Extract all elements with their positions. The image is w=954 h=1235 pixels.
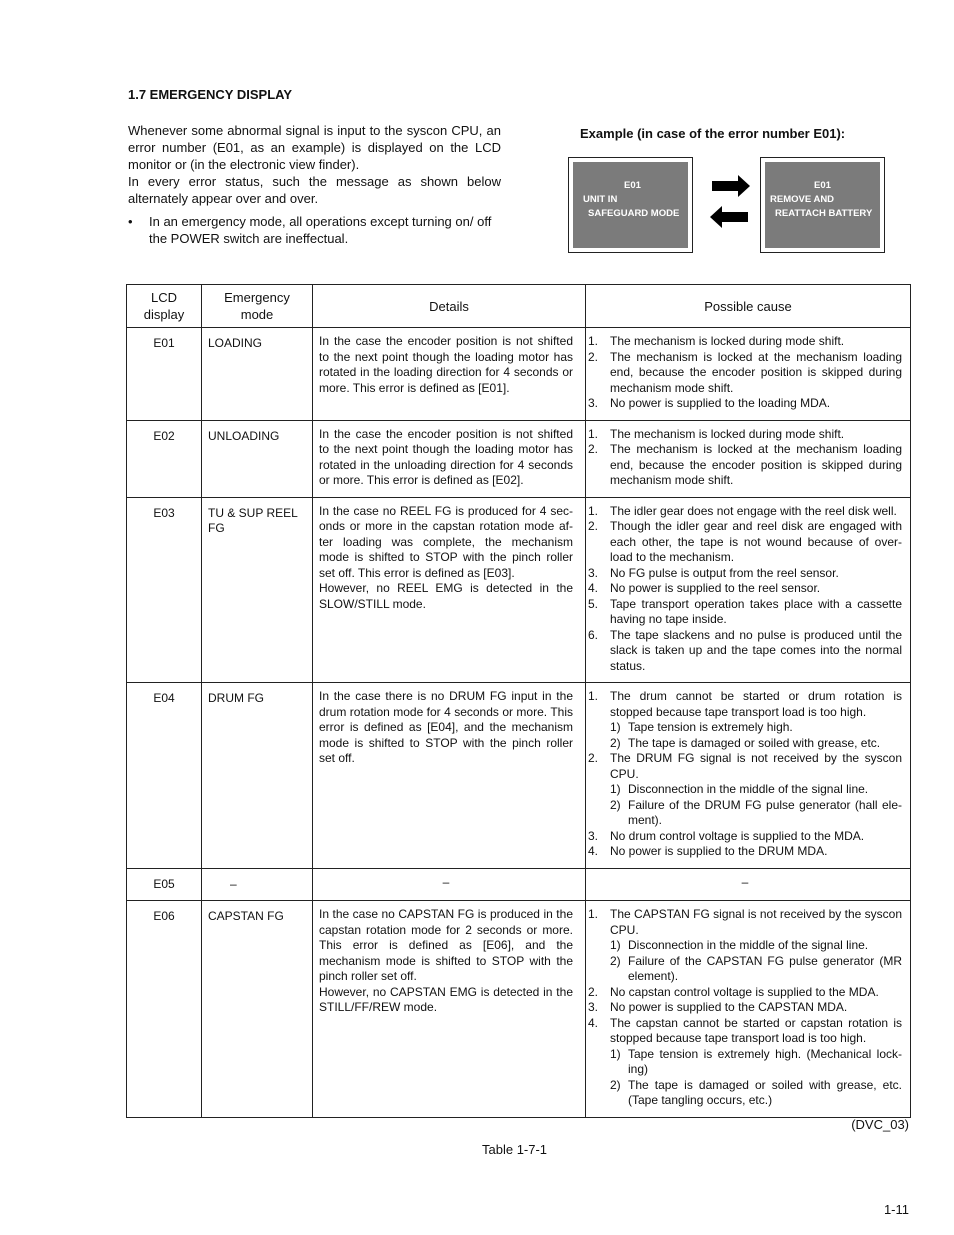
possible-cause bbox=[586, 420, 911, 497]
details bbox=[313, 497, 586, 683]
lcd-code: E04 bbox=[127, 683, 202, 869]
possible-cause bbox=[586, 328, 911, 421]
table-row bbox=[127, 901, 911, 1118]
cause-item: 3. No power is supplied to the CAPSTAN MDA. bbox=[588, 1000, 848, 1014]
cause-subitem: 1) Tape tension is extremely high. bbox=[610, 720, 793, 734]
page-number: 1-11 bbox=[883, 1202, 909, 1217]
cause-subitem: 1) Disconnection in the middle of the signal line. bbox=[610, 782, 869, 796]
emergency-mode: DRUM FG bbox=[202, 683, 313, 869]
table-row bbox=[127, 683, 911, 869]
screen-code: E01 bbox=[814, 180, 831, 191]
screen-code: E01 bbox=[624, 180, 641, 191]
intro-text bbox=[128, 122, 501, 247]
details-text: In the case no CAPSTAN FG is produced in the capstan rotation mode for 2 seconds or more. This error is defined as [E06], and the mechanism mode is shifted to STOP with the pinch roller set off. bbox=[319, 907, 573, 983]
cause-item: 1. The idler gear does not engage with the reel disk well. bbox=[588, 503, 897, 518]
example-caption: Example (in case of the error number E01): bbox=[580, 126, 846, 141]
table-row bbox=[127, 328, 911, 421]
cause-item: 3. No drum control voltage is supplied to the MDA. bbox=[588, 828, 865, 843]
possible-cause bbox=[586, 497, 911, 683]
cause-item: 2. The DRUM FG signal is not received by the syscon CPU. bbox=[588, 751, 902, 781]
details-note: However, no REEL EMG is detected in the SLOW/STILL mode. bbox=[319, 581, 573, 611]
cause-subitem: 2) The tape is damaged or soiled with grease, etc. (Tape tangling occurs, etc.) bbox=[610, 1077, 902, 1107]
cause-item: 1. The CAPSTAN FG signal is not received by the syscon CPU. bbox=[588, 907, 902, 937]
cause-item: 5. Tape transport operation takes place with a cassette having no tape inside. bbox=[588, 596, 902, 626]
cause-item: 4. No power is supplied to the reel sensor. bbox=[588, 581, 821, 595]
intro-paragraph-2: In every error status, such the message as shown below alternately appear over and over. bbox=[128, 174, 501, 206]
screen-line-2: SAFEGUARD MODE bbox=[588, 208, 680, 219]
arrow-right-icon bbox=[712, 175, 750, 197]
cause-item: 3. No FG pulse is output from the reel sensor. bbox=[588, 565, 839, 580]
table-header-row bbox=[127, 285, 911, 328]
bullet-text: In an emergency mode, all operations except turning on/ off the POWER switch are ineffectual. bbox=[149, 214, 492, 246]
possible-cause: – bbox=[586, 868, 911, 901]
table-row bbox=[127, 497, 911, 683]
screen-display bbox=[765, 162, 880, 248]
bullet-mark: • bbox=[128, 214, 133, 229]
table-caption: Table 1-7-1 bbox=[482, 1142, 548, 1157]
screen-line-1: UNIT IN bbox=[583, 194, 618, 205]
table-row bbox=[127, 868, 911, 901]
details bbox=[313, 901, 586, 1118]
lcd-screen-example-2 bbox=[760, 157, 885, 253]
cause-item: 1. The mechanism is locked during mode shift. bbox=[588, 334, 845, 348]
model-note: (DVC_03) bbox=[851, 1117, 909, 1132]
emergency-mode: CAPSTAN FG bbox=[202, 901, 313, 1118]
cause-subitem: 1) Disconnection in the middle of the signal line. bbox=[610, 938, 869, 952]
arrow-left-icon bbox=[710, 206, 748, 228]
emergency-mode: UNLOADING bbox=[202, 420, 313, 497]
cause-item: 6. The tape slackens and no pulse is produced until the slack is taken up and the tape comes into the normal status. bbox=[588, 627, 902, 673]
intro-bullet bbox=[128, 213, 501, 247]
cause-subitem: 2) The tape is damaged or soiled with grease, etc. bbox=[610, 735, 881, 750]
details-text: In the case no REEL FG is produced for 4 sec- onds or more in the capstan rotation mode af- ter loading was complete, the mechanism mode is shifted to STOP with the pinch roller set off. This error is defined as [E03]. bbox=[319, 503, 573, 580]
intro-paragraph-1: Whenever some abnormal signal is input to the syscon CPU, an error number (E01, as an example) is displayed on the LCD monitor or (in the electronic view finder). bbox=[128, 123, 501, 172]
cause-item: 2. The mechanism is locked at the mechanism loading end, because the encoder position is skipped during mechanism mode shift. bbox=[588, 349, 902, 395]
header-emergency-mode: Emergency mode bbox=[202, 285, 313, 328]
screen-line-2: REATTACH BATTERY bbox=[775, 208, 873, 219]
cause-item: 2. No capstan control voltage is supplied to the MDA. bbox=[588, 984, 879, 999]
details-note: However, no CAPSTAN EMG is detected in the STILL/FF/REW mode. bbox=[319, 984, 573, 1014]
details: In the case the encoder position is not shifted to the next point though the loading motor has rotated in the loading direction for 4 seconds or more. This error is defined as [E01]. bbox=[313, 328, 586, 421]
possible-cause bbox=[586, 683, 911, 869]
cause-item: 4. The capstan cannot be started or capstan rotation is stopped because tape transport load is too high. bbox=[588, 1015, 902, 1045]
lcd-code: E03 bbox=[127, 497, 202, 683]
screen-display bbox=[573, 162, 688, 248]
lcd-code: E05 bbox=[127, 868, 202, 901]
details: In the case the encoder position is not shifted to the next point though the loading motor has rotated in the unloading direction for 4 seconds or more. This error is defined as [E02]. bbox=[313, 420, 586, 497]
cause-item: 1. The drum cannot be started or drum rotation is stopped because tape transport load is too high. bbox=[588, 689, 902, 719]
emergency-mode: LOADING bbox=[202, 328, 313, 421]
emergency-mode: – bbox=[202, 868, 313, 901]
header-details: Details bbox=[313, 285, 586, 328]
details: In the case there is no DRUM FG input in the drum rotation mode for 4 seconds or more. This error is defined as [E04], and the mechanism mode is shifted to STOP with the pinch roller set off. bbox=[313, 683, 586, 869]
emergency-mode: TU & SUP REEL FG bbox=[202, 497, 313, 683]
cause-item: 2. The mechanism is locked at the mechanism loading end, because the encoder position is skipped during mechanism mode shift. bbox=[588, 442, 902, 487]
table-row bbox=[127, 420, 911, 497]
details: – bbox=[313, 868, 586, 901]
cause-item: 4. No power is supplied to the DRUM MDA. bbox=[588, 844, 828, 858]
header-lcd-display: LCD display bbox=[127, 285, 202, 328]
cause-item: 2. Though the idler gear and reel disk are engaged with each other, the tape is not wound because of over- load to the mechanism. bbox=[588, 519, 902, 564]
lcd-code: E06 bbox=[127, 901, 202, 1118]
cause-subitem: 1) Tape tension is extremely high. (Mechanical lock- ing) bbox=[610, 1046, 902, 1076]
cause-subitem: 2) Failure of the CAPSTAN FG pulse generator (MR element). bbox=[610, 953, 902, 983]
header-possible-cause: Possible cause bbox=[586, 285, 911, 328]
screen-line-1: REMOVE AND bbox=[770, 194, 835, 205]
emergency-display-table bbox=[126, 284, 911, 1118]
lcd-code: E02 bbox=[127, 420, 202, 497]
cause-item: 1. The mechanism is locked during mode shift. bbox=[588, 426, 845, 441]
cause-item: 3. No power is supplied to the loading MDA. bbox=[588, 396, 831, 410]
possible-cause bbox=[586, 901, 911, 1118]
cause-subitem: 2) Failure of the DRUM FG pulse generator (hall ele- ment). bbox=[610, 797, 902, 827]
lcd-screen-example-1 bbox=[568, 157, 693, 253]
lcd-code: E01 bbox=[127, 328, 202, 421]
section-heading: 1.7 EMERGENCY DISPLAY bbox=[128, 87, 292, 102]
